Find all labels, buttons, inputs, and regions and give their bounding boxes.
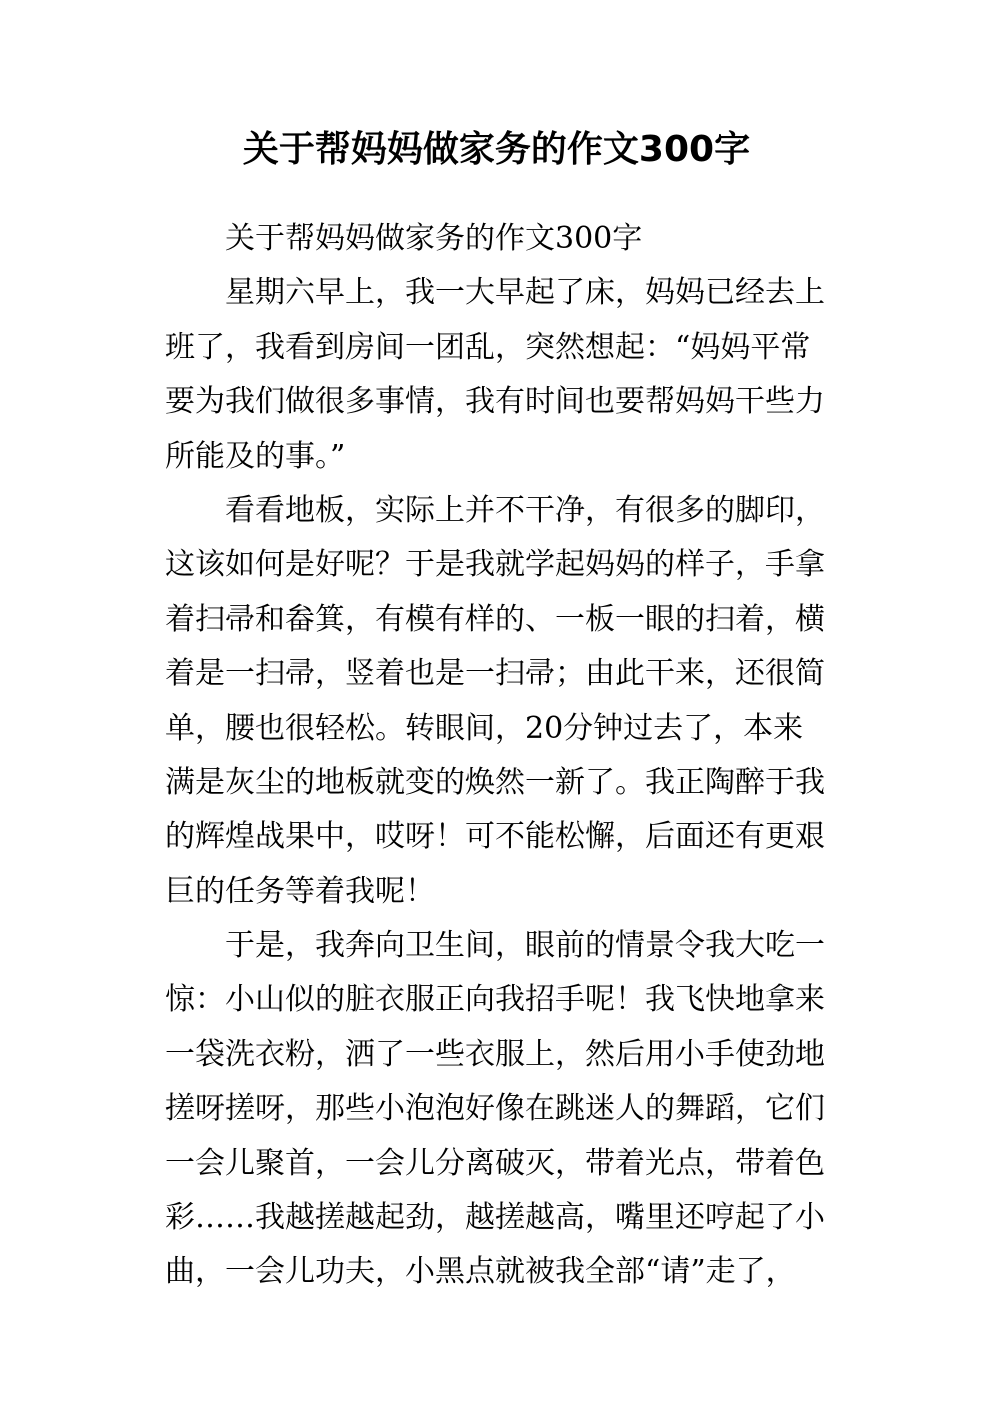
page-title: 关于帮妈妈做家务的作文300字 [242, 129, 751, 170]
paragraph-1-line-2: 班了，我看到房间一团乱，突然想起：“妈妈平常 [165, 329, 811, 365]
paragraph-3-line-3: 一袋洗衣粉，洒了一些衣服上，然后用小手使劲地 [165, 1036, 825, 1072]
paragraph-2-line-3: 着扫帚和畚箕，有模有样的、一板一眼的扫着，横 [165, 601, 825, 637]
paragraph-1-line-4: 所能及的事。” [165, 438, 346, 474]
paragraph-2-line-7: 的辉煌战果中，哎呀！可不能松懈，后面还有更艰 [165, 819, 825, 855]
paragraph-3-line-1: 于是，我奔向卫生间，眼前的情景令我大吃一 [225, 928, 825, 964]
paragraph-2-line-1: 看看地板，实际上并不干净，有很多的脚印， [225, 492, 825, 528]
paragraph-2-line-8: 巨的任务等着我呢！ [165, 873, 435, 909]
paragraph-3-line-5: 一会儿聚首，一会儿分离破灭，带着光点，带着色 [165, 1145, 825, 1181]
paragraph-3-line-7: 曲，一会儿功夫，小黑点就被我全部“请”走了， [165, 1254, 796, 1290]
paragraph-3-line-4: 搓呀搓呀，那些小泡泡好像在跳迷人的舞蹈，它们 [165, 1091, 825, 1127]
paragraph-2-line-6: 满是灰尘的地板就变的焕然一新了。我正陶醉于我 [165, 764, 825, 800]
paragraph-1-line-1: 星期六早上，我一大早起了床，妈妈已经去上 [225, 275, 825, 311]
paragraph-2-line-4: 着是一扫帚，竖着也是一扫帚；由此干来，还很简 [165, 656, 825, 692]
paragraph-3-line-6: 彩……我越搓越起劲，越搓越高，嘴里还哼起了小 [165, 1200, 825, 1236]
essay-heading-line: 关于帮妈妈做家务的作文300字 [225, 221, 643, 256]
paragraph-3-line-2: 惊：小山似的脏衣服正向我招手呢！我飞快地拿来 [165, 982, 825, 1018]
paragraph-2-line-2: 这该如何是好呢？于是我就学起妈妈的样子，手拿 [165, 547, 825, 583]
paragraph-2-line-5: 单，腰也很轻松。转眼间，20分钟过去了，本来 [165, 710, 804, 746]
essay-body [165, 212, 829, 1300]
paragraph-1-line-3: 要为我们做很多事情，我有时间也要帮妈妈干些力 [165, 384, 825, 420]
